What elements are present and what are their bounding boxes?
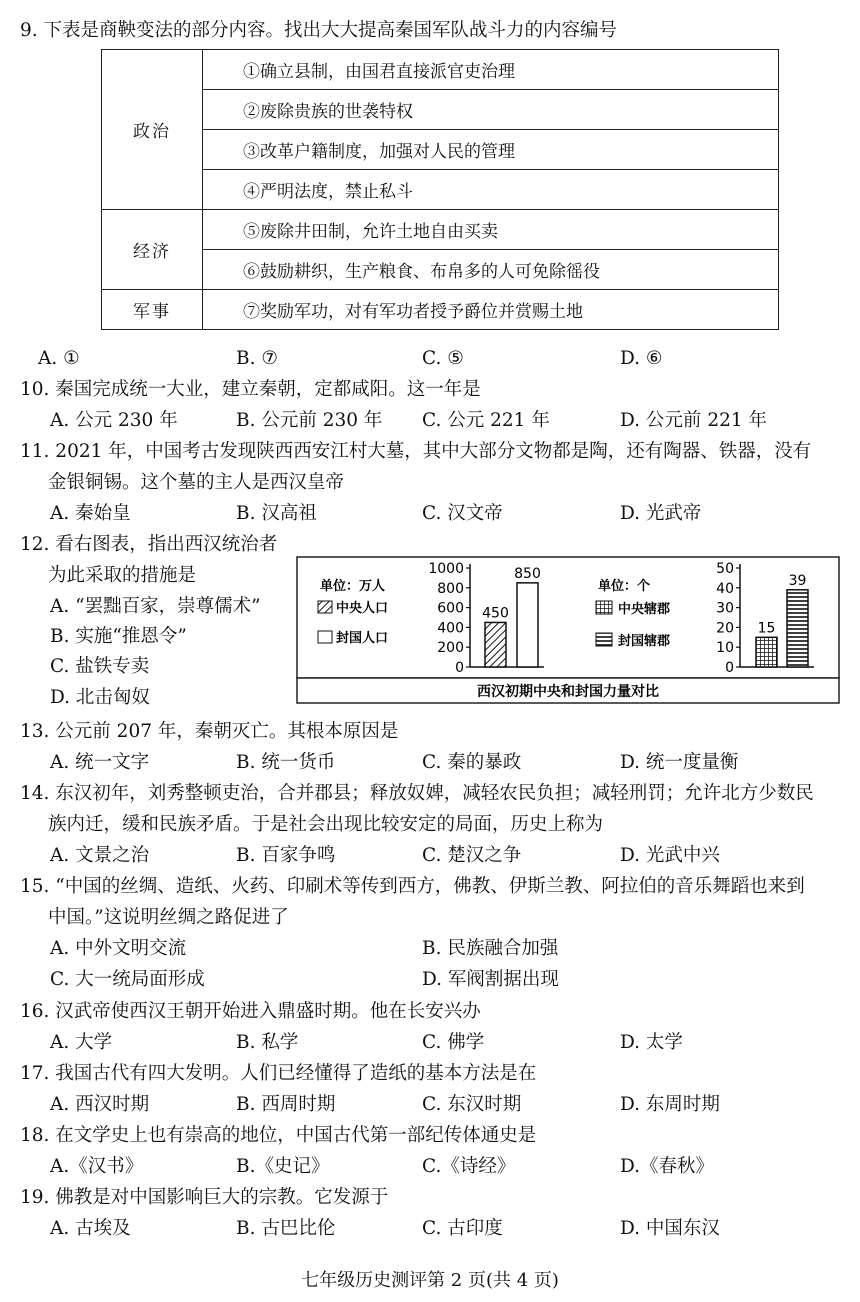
q10-option-d[interactable]: D. 公元前 221 年 [620, 410, 768, 431]
right-bar-label: 15 [757, 620, 776, 637]
legend-fief-cmd: 封国辖郡 [618, 634, 671, 649]
q15-option-d[interactable]: D. 军阀割据出现 [422, 969, 559, 990]
q13-option-a[interactable]: A. 统一文字 [50, 752, 150, 773]
q16-option-a[interactable]: A. 大学 [50, 1032, 113, 1053]
q14-option-c[interactable]: C. 楚汉之争 [422, 845, 522, 866]
right-tick-label: 40 [716, 580, 734, 597]
q15-option-a[interactable]: A. 中外文明交流 [50, 938, 187, 959]
question-11-stem: 11. 2021 年，中国考古发现陕西西安江村大墓，其中大部分文物都是陶，还有陶器、铁器，没有 [20, 441, 812, 462]
question-10-stem: 10. 秦国完成统一大业，建立秦朝，定都咸阳。这一年是 [20, 379, 481, 400]
q12-option-d[interactable]: D. 北击匈奴 [50, 687, 150, 708]
q14-option-d[interactable]: D. 光武中兴 [620, 845, 720, 866]
right-tick-label: 30 [716, 600, 734, 617]
q12-option-a[interactable]: A. “罢黜百家，崇尊儒术” [50, 596, 261, 617]
q10-option-a[interactable]: A. 公元 230 年 [50, 410, 178, 431]
chart-caption: 西汉初期中央和封国力量对比 [477, 684, 659, 700]
right-tick-label: 10 [716, 640, 734, 657]
right-bar [756, 637, 777, 667]
right-tick-label: 50 [716, 561, 734, 577]
legend-central-pop: 中央人口 [336, 601, 389, 616]
q13-option-c[interactable]: C. 秦的暴政 [422, 752, 522, 773]
left-tick-label: 0 [455, 660, 464, 676]
left-unit-label: 单位：万人 [320, 579, 386, 594]
question-19-stem: 19. 佛教是对中国影响巨大的宗教。它发源于 [20, 1187, 389, 1208]
q16-option-b[interactable]: B. 私学 [236, 1032, 299, 1053]
q10-option-c[interactable]: C. 公元 221 年 [422, 410, 550, 431]
legend-central-cmd: 中央辖郡 [618, 602, 671, 617]
left-tick-label: 400 [437, 620, 464, 637]
population-commandery-chart [296, 556, 840, 704]
category-military: 军事 [102, 290, 203, 330]
reform-item: ①确立县制，由国君直接派官吏治理 [203, 50, 779, 90]
q11-option-b[interactable]: B. 汉高祖 [236, 503, 317, 524]
question-11-stem-cont: 金银铜锡。这个墓的主人是西汉皇帝 [48, 472, 345, 493]
question-15-stem-cont: 中国。”这说明丝绸之路促进了 [48, 907, 289, 928]
left-tick-label: 800 [437, 580, 464, 597]
q12-option-b[interactable]: B. 实施“推恩令” [50, 626, 187, 647]
q17-option-d[interactable]: D. 东周时期 [620, 1094, 720, 1115]
right-tick-label: 20 [716, 620, 734, 637]
q12-option-c[interactable]: C. 盐铁专卖 [50, 656, 150, 677]
question-16-stem: 16. 汉武帝使西汉王朝开始进入鼎盛时期。他在长安兴办 [20, 1001, 481, 1022]
legend-fief-pop: 封国人口 [336, 631, 389, 646]
reform-item: ③改革户籍制度，加强对人民的管理 [203, 130, 779, 170]
q13-option-d[interactable]: D. 统一度量衡 [620, 752, 739, 773]
reform-item: ⑤废除井田制，允许土地自由买卖 [203, 210, 779, 250]
q9-option-d[interactable]: D. ⑥ [620, 348, 663, 369]
legend-swatch-central-pop [318, 601, 332, 613]
q18-option-b[interactable]: B.《史记》 [236, 1156, 330, 1177]
q13-option-b[interactable]: B. 统一货币 [236, 752, 336, 773]
reform-item: ⑦奖励军功，对有军功者授予爵位并赏赐土地 [203, 290, 779, 330]
left-tick-label: 600 [437, 600, 464, 617]
right-bar-label: 39 [788, 572, 807, 589]
page-footer: 七年级历史测评第 2 页(共 4 页) [301, 1270, 559, 1291]
reform-item: ④严明法度，禁止私斗 [203, 170, 779, 210]
q9-option-b[interactable]: B. ⑦ [236, 348, 278, 369]
left-bar-label: 850 [514, 565, 541, 582]
question-18-stem: 18. 在文学史上也有崇高的地位，中国古代第一部纪传体通史是 [20, 1125, 537, 1146]
right-bar [787, 590, 808, 667]
q14-option-b[interactable]: B. 百家争鸣 [236, 845, 336, 866]
q10-option-b[interactable]: B. 公元前 230 年 [236, 410, 383, 431]
q18-option-d[interactable]: D.《春秋》 [620, 1156, 715, 1177]
reform-table [101, 49, 779, 330]
q9-option-c[interactable]: C. ⑤ [422, 348, 464, 369]
left-bar-label: 450 [482, 605, 509, 622]
q14-option-a[interactable]: A. 文景之治 [50, 845, 150, 866]
q19-option-b[interactable]: B. 古巴比伦 [236, 1218, 336, 1239]
question-13-stem: 13. 公元前 207 年，秦朝灭亡。其根本原因是 [20, 721, 399, 742]
q11-option-d[interactable]: D. 光武帝 [620, 503, 702, 524]
q19-option-a[interactable]: A. 古埃及 [50, 1218, 131, 1239]
left-tick-label: 1000 [428, 561, 464, 577]
q18-option-a[interactable]: A.《汉书》 [50, 1156, 144, 1177]
right-unit-label: 单位：个 [598, 579, 651, 594]
left-bar [485, 622, 506, 667]
reform-item: ②废除贵族的世袭特权 [203, 90, 779, 130]
question-14-stem-cont: 族内迁，缓和民族矛盾。于是社会出现比较安定的局面，历史上称为 [48, 814, 604, 835]
q16-option-c[interactable]: C. 佛学 [422, 1032, 485, 1053]
q16-option-d[interactable]: D. 太学 [620, 1032, 683, 1053]
q17-option-c[interactable]: C. 东汉时期 [422, 1094, 522, 1115]
question-12-stem-cont: 为此采取的措施是 [48, 565, 197, 586]
left-bar [517, 583, 538, 667]
question-14-stem: 14. 东汉初年，刘秀整顿吏治，合并郡县；释放奴婢，减轻农民负担；减轻刑罚；允许北方少数民 [20, 783, 814, 804]
legend-swatch-fief-pop [318, 631, 332, 643]
question-15-stem: 15. “中国的丝绸、造纸、火药、印刷术等传到西方，佛教、伊斯兰教、阿拉伯的音乐舞蹈也来到 [20, 876, 805, 897]
q15-option-c[interactable]: C. 大一统局面形成 [50, 969, 205, 990]
legend-swatch-fief-cmd [596, 633, 612, 646]
q19-option-d[interactable]: D. 中国东汉 [620, 1218, 720, 1239]
reform-item: ⑥鼓励耕织，生产粮食、布帛多的人可免除徭役 [203, 250, 779, 290]
legend-swatch-central-cmd [596, 601, 612, 614]
category-economy: 经济 [102, 210, 203, 290]
q9-option-a[interactable]: A. ① [38, 348, 80, 369]
question-12-stem: 12. 看右图表，指出西汉统治者 [20, 534, 278, 555]
category-politics: 政治 [102, 50, 203, 210]
question-9-stem: 9. 下表是商鞅变法的部分内容。找出大大提高秦国军队战斗力的内容编号 [20, 20, 618, 41]
q15-option-b[interactable]: B. 民族融合加强 [422, 938, 559, 959]
question-17-stem: 17. 我国古代有四大发明。人们已经懂得了造纸的基本方法是在 [20, 1063, 537, 1084]
right-tick-label: 0 [725, 660, 734, 676]
q17-option-a[interactable]: A. 西汉时期 [50, 1094, 150, 1115]
q19-option-c[interactable]: C. 古印度 [422, 1218, 503, 1239]
left-tick-label: 200 [437, 640, 464, 657]
q18-option-c[interactable]: C.《诗经》 [422, 1156, 516, 1177]
q11-option-a[interactable]: A. 秦始皇 [50, 503, 131, 524]
q11-option-c[interactable]: C. 汉文帝 [422, 503, 503, 524]
q17-option-b[interactable]: B. 西周时期 [236, 1094, 336, 1115]
